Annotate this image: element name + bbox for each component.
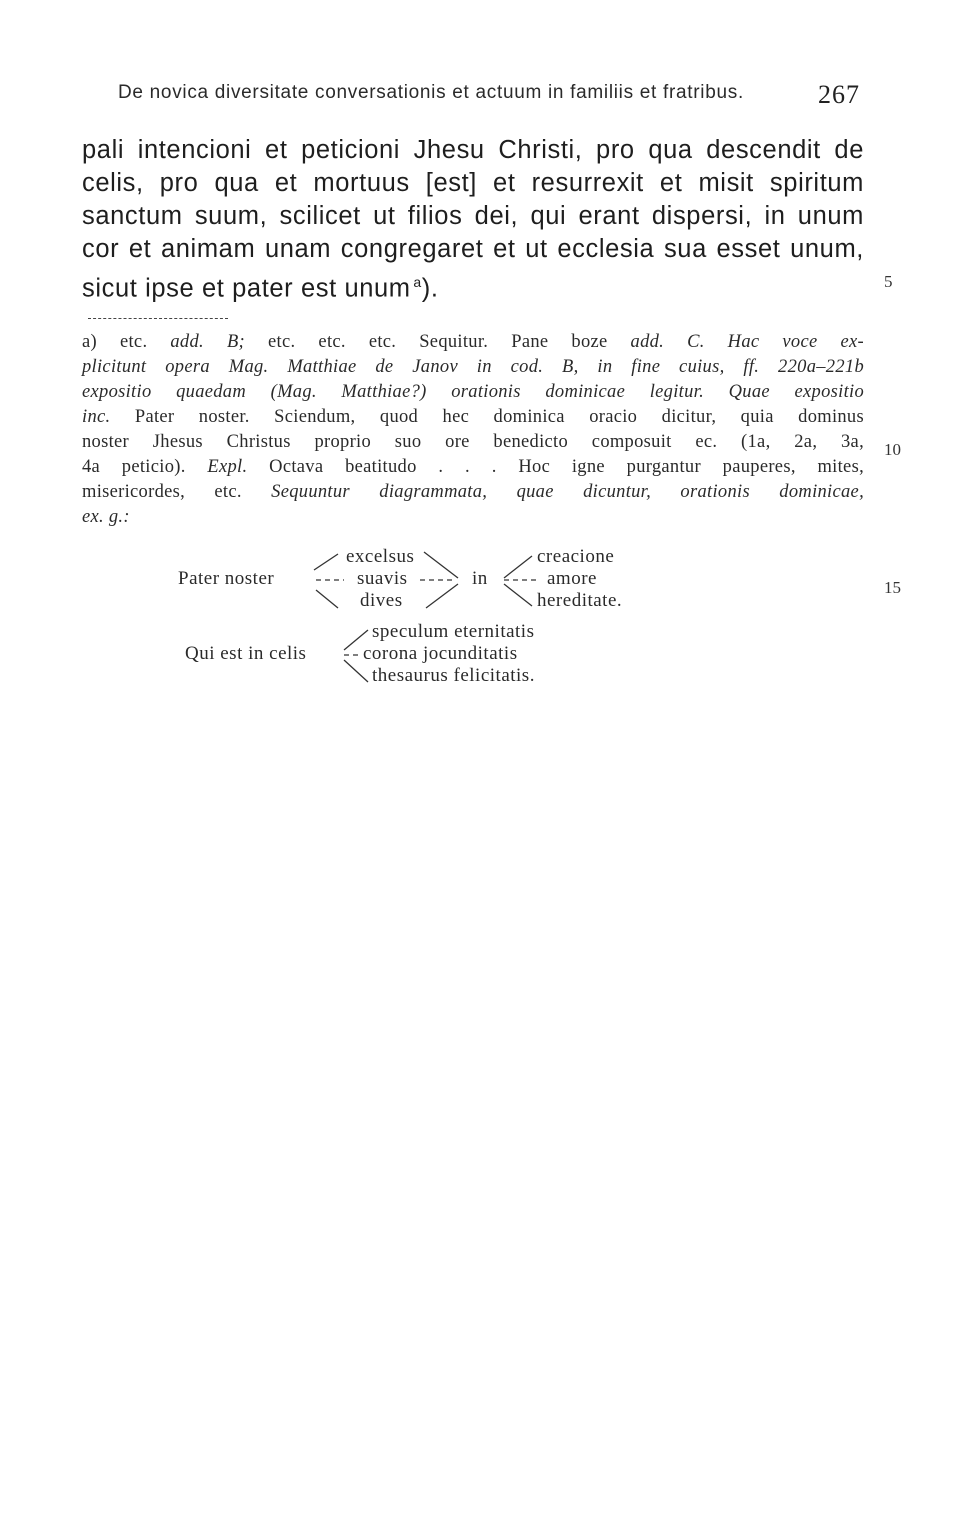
footnote-marker: a xyxy=(413,274,422,290)
fn4-a: inc. xyxy=(82,407,111,427)
fn1-a: a) etc. xyxy=(82,332,171,352)
fn7-a: misericordes, etc. xyxy=(82,482,272,502)
footnote-line-5: noster Jhesus Christus proprio suo ore benedicto composuit ec. (1a, 2a, 3a, xyxy=(82,432,864,452)
fn3: expositio quaedam (Mag. Matthiae?) orationis dominicae legitur. Quae expositio xyxy=(82,382,864,402)
diagram2-right-3: thesaurus felicitatis. xyxy=(372,665,535,686)
diagram2-right-2: corona jocunditatis xyxy=(363,643,518,664)
margin-number-10: 10 xyxy=(884,440,901,459)
diagram1-middle-2: suavis xyxy=(357,568,408,589)
diagram2-right-1: speculum eternitatis xyxy=(372,621,535,642)
body-line-2: celis, pro qua et mortuus [est] et resurrexit et misit spiritum xyxy=(82,169,864,197)
body-line-5-text: sicut ipse et pater est unum xyxy=(82,274,411,303)
fn6-b: Expl. xyxy=(207,457,248,477)
diagram1-right-3: hereditate. xyxy=(537,590,623,611)
fn4-b: Pater noster. Sciendum, quod hec dominica oracio dicitur, quia dominus xyxy=(110,407,864,427)
d2-line-up xyxy=(344,630,368,650)
body-line-5-close: ). xyxy=(421,274,439,303)
body-line-1: pali intencioni et peticioni Jhesu Christi, pro qua descendit de xyxy=(82,136,864,164)
fn6-a: 4a peticio). xyxy=(82,457,208,477)
margin-number-5: 5 xyxy=(884,272,893,291)
diagram1-left: Pater noster xyxy=(178,568,275,589)
fn1-d: add. C. Hac voce ex- xyxy=(630,332,864,352)
fn8: ex. g.: xyxy=(82,507,130,527)
fn7-b: Sequuntur diagrammata, quae dicuntur, orationis dominicae, xyxy=(271,482,864,502)
fn6-c: Octava beatitudo . . . Hoc igne purgantur pauperes, mites, xyxy=(247,457,864,477)
diagram1-connector: in xyxy=(472,568,488,589)
diagram1-right-2: amore xyxy=(547,568,597,589)
diagram2-left: Qui est in celis xyxy=(185,643,307,664)
body-line-4: cor et animam unam congregaret et ut ecclesia sua esset unum, xyxy=(82,235,864,263)
fn2: plicitunt opera Mag. Matthiae de Janov in cod. B, in fine cuius, ff. 220a–221b xyxy=(82,357,864,377)
fn1-b: add. B; xyxy=(170,332,246,352)
body-line-3: sanctum suum, scilicet ut filios dei, qui erant dispersi, in unum xyxy=(82,202,864,230)
diagram1-middle-3: dives xyxy=(360,590,403,611)
diagram1-middle-1: excelsus xyxy=(346,546,415,567)
running-header: De novica diversitate conversationis et actuum in familiis et fratribus. xyxy=(118,82,744,103)
d2-line-down xyxy=(344,660,368,682)
diagram1-right-1: creacione xyxy=(537,546,615,567)
margin-number-15: 15 xyxy=(884,578,901,597)
fn1-c: etc. etc. etc. Sequitur. Pane boze xyxy=(245,332,631,352)
page-number: 267 xyxy=(818,80,860,109)
